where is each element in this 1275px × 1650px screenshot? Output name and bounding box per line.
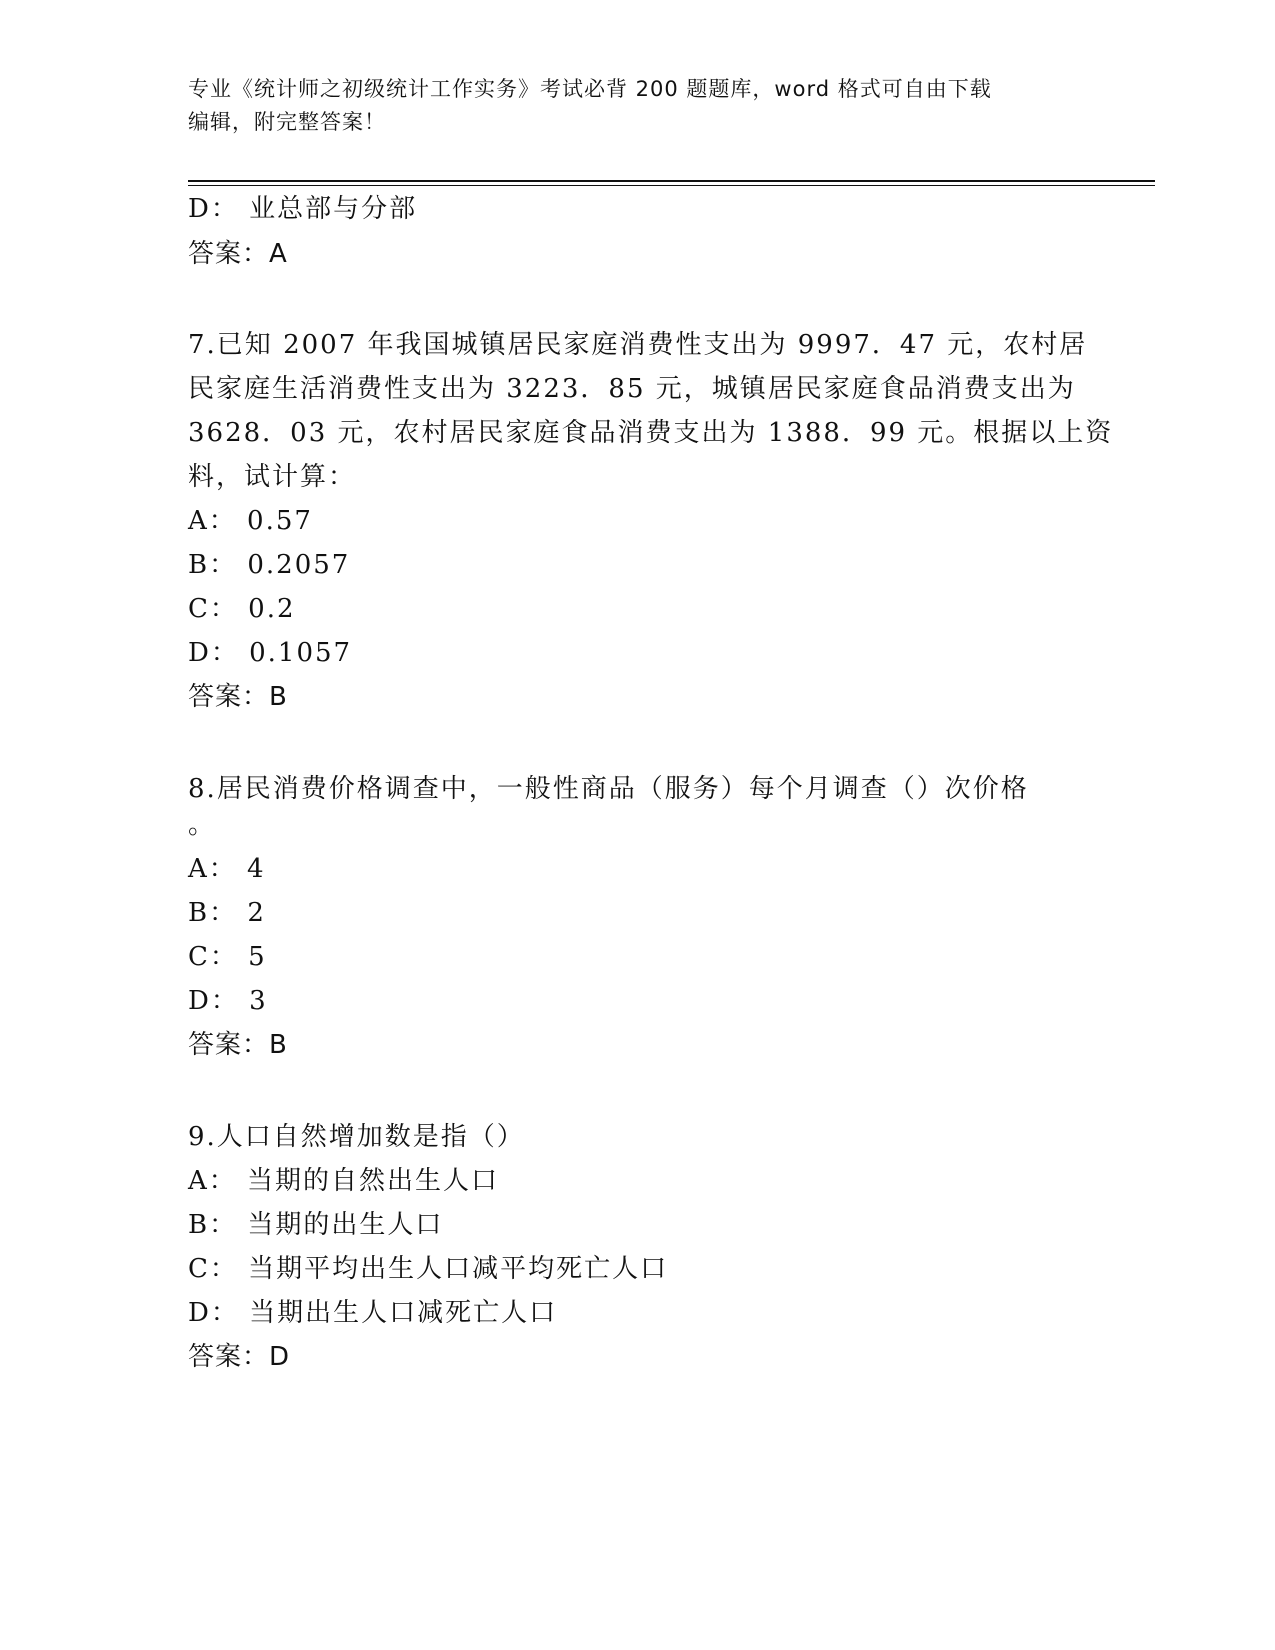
q8-stem-line-1: 8.居民消费价格调查中，一般性商品（服务）每个月调查（）次价格 [188,774,1029,804]
q8-stem-line-2: 。 [188,810,217,840]
q7-stem-line-3: 3628．03 元，农村居民家庭食品消费支出为 1388．99 元。根据以上资 [188,418,1114,448]
q7-stem-line-1: 7.已知 2007 年我国城镇居民家庭消费性支出为 9997．47 元，农村居 [188,330,1088,360]
header-divider-thin [188,185,1155,186]
q8-option-b: B： 2 [188,898,266,928]
q7-option-b: B： 0.2057 [188,550,351,580]
q7-answer: 答案：B [188,682,288,712]
q8-option-d: D： 3 [188,986,268,1016]
prev-option-d: D： 业总部与分部 [188,194,418,224]
q8-answer: 答案：B [188,1030,288,1060]
q9-option-b: B： 当期的出生人口 [188,1210,444,1240]
q9-option-d: D： 当期出生人口减死亡人口 [188,1298,558,1328]
q7-option-d: D： 0.1057 [188,638,353,668]
q9-option-c: C： 当期平均出生人口减平均死亡人口 [188,1254,669,1284]
header-divider-thick [188,180,1155,182]
header-line-2: 编辑，附完整答案！ [188,110,386,134]
q7-stem-line-2: 民家庭生活消费性支出为 3223．85 元，城镇居民家庭食品消费支出为 [188,374,1076,404]
prev-answer: 答案：A [188,239,288,269]
document-header [188,73,1068,139]
q7-option-c: C： 0.2 [188,594,296,624]
q9-stem-line-1: 9.人口自然增加数是指（） [188,1122,525,1152]
q7-option-a: A： 0.57 [188,506,313,536]
header-line-1: 专业《统计师之初级统计工作实务》考试必背 200 题题库，word 格式可自由下载 [188,77,992,101]
q8-option-c: C： 5 [188,942,267,972]
q9-option-a: A： 当期的自然出生人口 [188,1166,500,1196]
q9-answer: 答案：D [188,1342,291,1372]
q8-option-a: A： 4 [188,854,266,884]
q7-stem-line-4: 料，试计算： [188,462,357,492]
